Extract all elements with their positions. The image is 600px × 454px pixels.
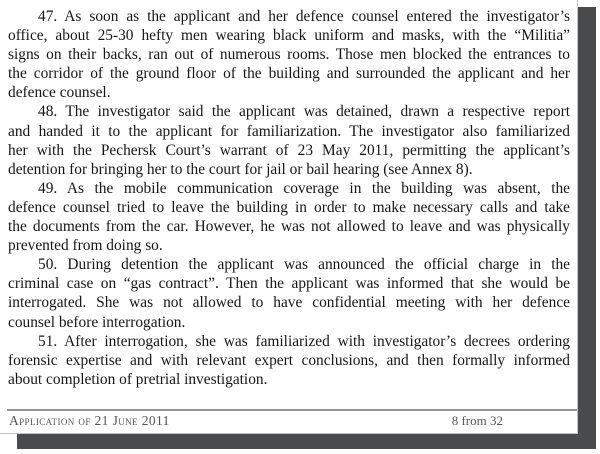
text-line: her with the Pechersk Court’s warrant of 23 May 2011, permitting the applicant’s — [8, 141, 570, 159]
page-footer — [9, 413, 573, 429]
paragraph — [8, 332, 570, 389]
text-line: 47. As soon as the applicant and her defence counsel entered the investigator’s — [38, 8, 570, 25]
paragraph — [8, 7, 570, 102]
text-line: defence counsel. — [8, 84, 111, 102]
text-line: office, about 25-30 hefty men wearing black uniform and masks, with the “Militia” — [8, 27, 570, 45]
footer-page-number: 8 from 32 — [451, 413, 503, 428]
footer-divider — [7, 409, 577, 411]
text-line: defence counsel tried to leave the building in order to make necessary calls and take — [8, 198, 570, 216]
text-line: and handed it to the applicant for familiarization. The investigator also familiarized — [8, 122, 570, 140]
text-line: 50. During detention the applicant was announced the official charge in the — [38, 256, 570, 274]
text-line: forensic expertise and with relevant expert conclusions, and then formally informed — [8, 351, 570, 369]
text-line: criminal case on “gas contract”. Then the applicant was informed that she would be — [8, 275, 570, 293]
text-line: the documents from the car. However, he was not allowed to leave and was physically — [8, 218, 570, 236]
text-line: counsel before interrogation. — [8, 313, 186, 331]
paragraph — [8, 102, 570, 178]
text-line: 49. As the mobile communication coverage in the building was absent, the — [38, 179, 570, 197]
text-line: signs on their backs, ran out of numerous rooms. Those men blocked the entrances to — [8, 46, 570, 64]
text-line: 48. The investigator said the applicant was detained, drawn a respective report — [38, 103, 570, 121]
document-body — [8, 7, 570, 389]
paragraph — [8, 179, 570, 255]
text-line: the corridor of the ground floor of the building and surrounded the applicant and her — [8, 65, 570, 83]
paragraph — [8, 255, 570, 331]
text-line: prevented from doing so. — [8, 237, 163, 255]
text-line: detention for bringing her to the court for jail or bail hearing (see Annex 8). — [8, 160, 473, 178]
text-line: interrogated. She was not allowed to have confidential meeting with her defence — [8, 294, 570, 312]
text-line: 51. After interrogation, she was familiarized with investigator’s decrees ordering — [38, 332, 570, 350]
footer-document-title: Application of 21 June 2011 — [9, 413, 170, 428]
text-line: about completion of pretrial investigation. — [8, 370, 268, 388]
